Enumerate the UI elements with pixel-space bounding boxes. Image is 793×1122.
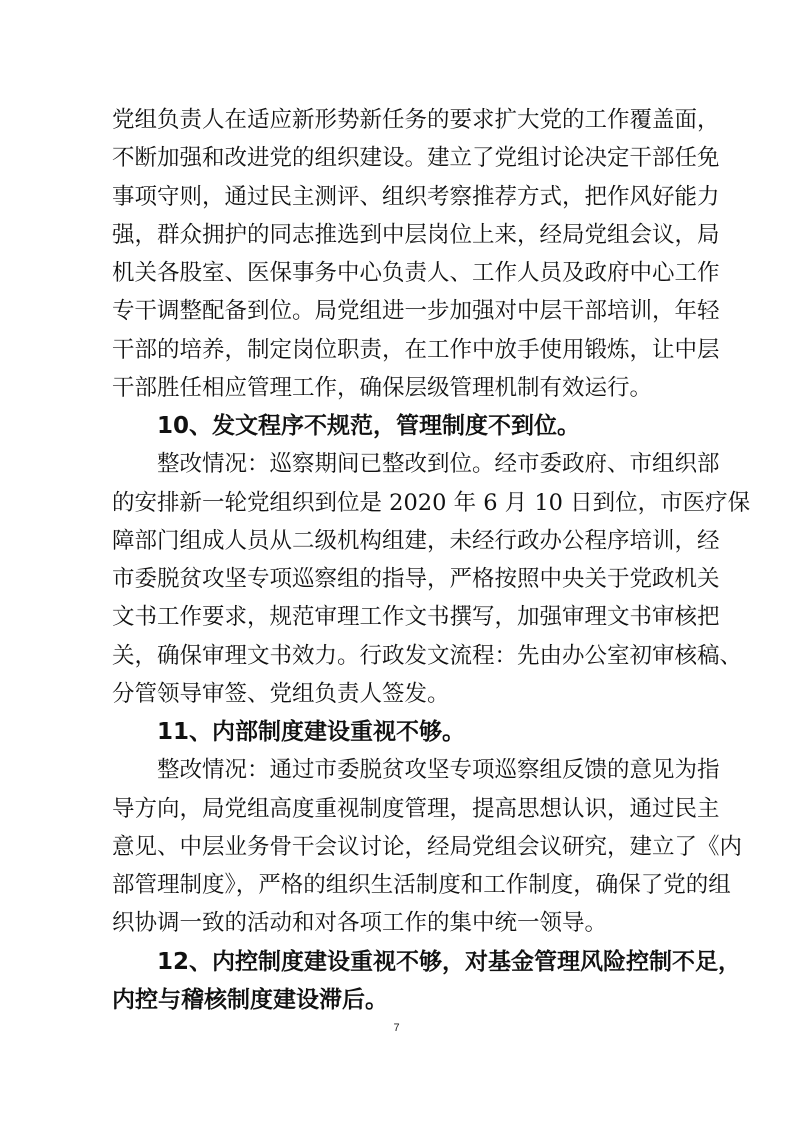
body-line: 党组负责人在适应新形势新任务的要求扩大党的工作覆盖面， [112,107,720,133]
body-line: 干部胜任相应管理工作，确保层级管理机制有效运行。 [112,375,653,401]
body-line: 的安排新一轮党组织到位是 2020 年 6 月 10 日到位，市医疗保 [112,490,751,516]
body-line: 干部的培养，制定岗位职责，在工作中放手使用锻炼，让中层 [112,337,720,363]
body-line: 障部门组成人员从二级机构组建，未经行政办公程序培训，经 [112,528,720,554]
page-number: 7 [393,1022,400,1034]
body-line: 导方向，局党组高度重视制度管理，提高思想认识，通过民主 [112,796,720,822]
body-line: 事项守则，通过民主测评、组织考察推荐方式，把作风好能力 [112,184,720,210]
body-line: 部管理制度》，严格的组织生活制度和工作制度，确保了党的组 [112,872,731,898]
body-line: 专干调整配备到位。局党组进一步加强对中层干部培训，年轻 [112,298,720,324]
section-heading-10: 10、发文程序不规范，管理制度不到位。 [157,413,581,439]
body-line: 关，确保审理文书效力。行政发文流程：先由办公室初审核稿、 [112,643,743,669]
body-line: 机关各股室、医保事务中心负责人、工作人员及政府中心工作 [112,260,720,286]
body-line: 意见、中层业务骨干会议讨论，经局党组会议研究，建立了《内 [112,834,743,860]
body-line: 织协调一致的活动和对各项工作的集中统一领导。 [112,910,608,936]
section-heading-12: 12、内控制度建设重视不够，对基金管理风险控制不足， [157,949,742,975]
body-line: 强，群众拥护的同志推选到中层岗位上来，经局党组会议，局 [112,222,720,248]
paragraph-first-line: 整改情况：巡察期间已整改到位。经市委政府、市组织部 [157,451,720,477]
body-line: 不断加强和改进党的组织建设。建立了党组讨论决定干部任免 [112,145,720,171]
body-line: 市委脱贫攻坚专项巡察组的指导，严格按照中央关于党政机关 [112,566,720,592]
section-heading-12-continued: 内控与稽核制度建设滞后。 [112,987,388,1013]
section-heading-11: 11、内部制度建设重视不够。 [157,719,466,745]
paragraph-first-line: 整改情况：通过市委脱贫攻坚专项巡察组反馈的意见为指 [157,757,720,783]
body-line: 文书工作要求，规范审理工作文书撰写，加强审理文书审核把 [112,604,720,630]
body-line: 分管领导审签、党组负责人签发。 [112,681,450,707]
